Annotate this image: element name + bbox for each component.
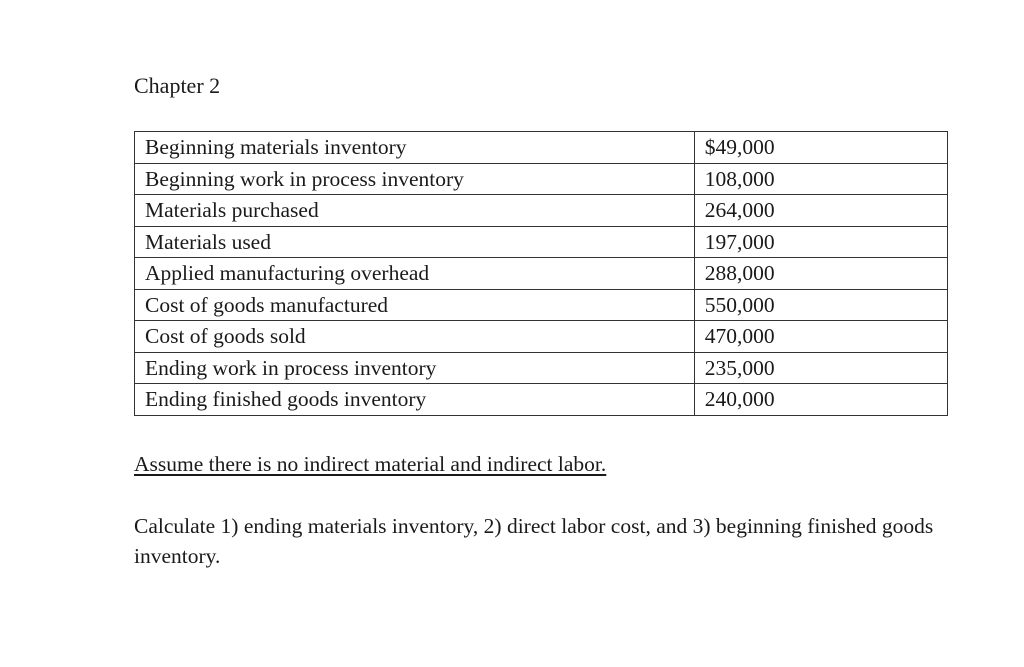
- row-label: Ending work in process inventory: [135, 352, 695, 384]
- row-label: Applied manufacturing overhead: [135, 258, 695, 290]
- row-value: 470,000: [694, 321, 947, 353]
- row-label: Cost of goods sold: [135, 321, 695, 353]
- table-row: [135, 258, 948, 290]
- inventory-table: [134, 131, 948, 416]
- row-label: Materials purchased: [135, 195, 695, 227]
- table-row: [135, 163, 948, 195]
- table-row: [135, 321, 948, 353]
- row-value: 264,000: [694, 195, 947, 227]
- row-label: Beginning materials inventory: [135, 132, 695, 164]
- row-value: 288,000: [694, 258, 947, 290]
- table-row: [135, 352, 948, 384]
- row-value: $49,000: [694, 132, 947, 164]
- chapter-title: Chapter 2: [134, 73, 221, 98]
- assumption-note: Assume there is no indirect material and indirect labor.: [134, 452, 607, 476]
- row-label: Ending finished goods inventory: [135, 384, 695, 416]
- row-value: 550,000: [694, 289, 947, 321]
- table-row: [135, 289, 948, 321]
- question-text: Calculate 1) ending materials inventory, 2) direct labor cost, and 3) beginning finished goods inventory.: [134, 514, 934, 568]
- table-row: [135, 384, 948, 416]
- table-row: [135, 195, 948, 227]
- table-row: [135, 226, 948, 258]
- row-value: 235,000: [694, 352, 947, 384]
- row-value: 240,000: [694, 384, 947, 416]
- row-label: Beginning work in process inventory: [135, 163, 695, 195]
- row-label: Materials used: [135, 226, 695, 258]
- row-value: 108,000: [694, 163, 947, 195]
- table-row: [135, 132, 948, 164]
- row-value: 197,000: [694, 226, 947, 258]
- row-label: Cost of goods manufactured: [135, 289, 695, 321]
